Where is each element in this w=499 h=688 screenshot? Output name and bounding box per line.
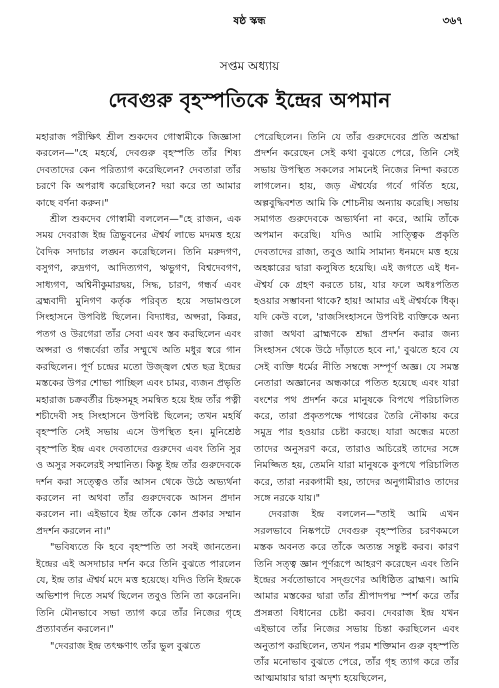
paragraph: "দেবরাজ ইন্দ্র তৎক্ষণাৎ তাঁর ভুল বুঝতে: [50, 640, 201, 652]
paragraph: "ভবিষ্যতে কি হবে বৃহস্পতি তা সবই জানতেন। ইন্দ্রের এই অসদাচার দর্শন করে তিনি বুঝতে পারলেন যে, ইন্দ্র তার ঐশ্বর্য মদে মত্ত হয়েছে। যদিও তিনি ইন্দ্রকে অভিশাপ দিতে সমর্থ ছিলেন তবুও তিনি তা করেননি। তিনি মৌনভাবে সভা ত্যাগ করে তাঁর নিজের গৃহে প্রত্যাবর্তন করলেন।": [36, 542, 241, 636]
right-column: [254, 130, 459, 685]
running-head: [0, 14, 499, 30]
paragraph: শ্রীল শুকদেব গোস্বামী বললেন—"হে রাজন, এক সময় দেবরাজ ইন্দ্র ত্রিভুবনের ঐশ্বর্য লাভে মদমত্ত হয়ে বৈদিক সদাচার লঙ্ঘন করেছিলেন। তিনি মরুদগণ, বসুগণ, রুদ্রগণ, আদিত্যগণ, ঋভুগণ, বিশ্বদেবগণ, সাধ্যগণ, অশ্বিনীকুমারদ্বয়, সিদ্ধ, চারণ, গন্ধর্ব এবং ব্রহ্মবাদী মুনিগণ কর্তৃক পরিবৃত হয়ে সভামণ্ডলে সিংহাসনে উপবিষ্ট ছিলেন। বিদ্যাধর, অপ্সরা, কিন্নর, পতগ ও উরগেরা তাঁর সেবা এবং স্তব করছিলেন এবং অপ্সরা ও গন্ধর্বেরা তাঁর সম্মুখে অতি মধুর স্বরে গান করছিলেন। পূর্ণ চন্দ্রের মতো উজ্জ্বল শ্বেত ছত্র ইন্দ্রের মস্তকের উপর শোভা পাচ্ছিল এবং চামর, ব্যজন প্রভৃতি মহারাজ চক্রবর্তীর চিহ্নসমূহ সমন্বিত হয়ে ইন্দ্র তাঁর পত্নী শচীদেবী সহ সিংহাসনে উপবিষ্ট ছিলেন; তখন মহর্ষি বৃহস্পতি সেই সভায় এসে উপস্থিত হন। মুনিশ্রেষ্ঠ বৃহস্পতি ইন্দ্র এবং দেবতাদের গুরুদেব এবং তিনি সুর ও অসুর সকলেরই সম্মানিত। কিন্তু ইন্দ্র তাঁর গুরুদেবকে দর্শন করা সত্ত্বেও তাঁর আসন থেকে উঠে অভ্যর্থনা করলেন না অথবা তাঁর গুরুদেবকে আসন প্রদান করলেন না। এইভাবে ইন্দ্র তাঁকে কোন প্রকার সম্মান প্রদর্শন করলেন না।": [36, 214, 241, 537]
running-head-chapter: ষষ্ঠ স্কন্ধ: [233, 15, 266, 27]
paragraph: মহারাজ পরীক্ষিৎ শ্রীল শুকদেব গোস্বামীকে জিজ্ঞাসা করলেন—"হে মহর্ষে, দেবগুরু বৃহস্পতি তাঁর শিষ্য দেবতাদের কেন পরিত্যাগ করেছিলেন? দেবতারা তাঁর চরণে কি অপরাধ করেছিলেন? দয়া করে তা আমার কাছে বর্ণনা করুন।": [36, 132, 241, 209]
chapter-title: দেবগুরু বৃহস্পতিকে ইন্দ্রের অপমান: [108, 88, 391, 112]
paragraph: দেবরাজ ইন্দ্র বললেন—"তাই আমি এখন সরলভাবে নিষ্কপটে দেবগুরু বৃহস্পতির চরণকমলে মস্তক অবনত করে তাঁকে অত্যন্ত সন্তুষ্ট করব। কারণ তিনি সত্ত্ব জ্ঞান পূর্ণরূপে আহরণ করেছেন এবং তিনি ইন্দ্রের সর্বতোভাবে সদ্গুণের অধিষ্ঠিত ব্রাহ্মণ। আমি আমার মস্তকের দ্বারা তাঁর শ্রীপাদপদ্ম স্পর্শ করে তাঁর প্রসন্নতা বিধানের চেষ্টা করব। দেবরাজ ইন্দ্র যখন এইভাবে তাঁর নিজের সভায় চিন্তা করছিলেন এবং অনুতাপ করছিলেন, তখন পরম শক্তিমান গুরু বৃহস্পতি তাঁর মনোভাব বুঝতে পেরে, তাঁর গৃহ ত্যাগ করে তাঁর আত্মমায়ার দ্বারা অদৃশ্য হয়েছিলেন,: [254, 509, 459, 685]
paragraph: পেরেছিলেন। তিনি যে তাঁর গুরুদেবের প্রতি অশ্রদ্ধা প্রদর্শন করেছেন সেই কথা বুঝতে পেরে, তিনি সেই সভায় উপস্থিত সকলের সামনেই নিজের নিন্দা করতে লাগলেন। হায়, জড় ঐশ্বর্যের গর্বে গর্বিত হয়ে, অল্পবুদ্ধিবশত আমি কি শোচনীয় অন্যায় করেছি। সভায় সমাগত গুরুদেবকে অভ্যর্থনা না করে, আমি তাঁকে অপমান করেছি। যদিও আমি সাত্ত্বিক প্রকৃতি দেবতাদের রাজা, তবুও আমি সামান্য ধনমদে মত্ত হয়ে অহঙ্কারের দ্বারা কলুষিত হয়েছি। এই জগতে এই ধন-ঐশ্বর্য কে গ্রহণ করতে চায়, যার ফলে অধঃপতিত হওয়ার সম্ভাবনা থাকে? হায়! আমার এই ঐশ্বর্যকে ধিক্। যদি কেউ বলে, 'রাজসিংহাসনে উপবিষ্ট ব্যক্তিকে অন্য রাজা অথবা ব্রাহ্মণকে শ্রদ্ধা প্রদর্শন করার জন্য সিংহাসন থেকে উঠে দাঁড়াতে হবে না,' বুঝতে হবে যে সেই ব্যক্তি ধর্মের নীতি সম্বন্ধে সম্পূর্ণ অজ্ঞ। যে সমস্ত নেতারা অজ্ঞানের অন্ধকারে পতিত হয়েছে এবং যারা বংশের পথ প্রদর্শন করে মানুষকে বিপথে পরিচালিত করে, তারা প্রকৃতপক্ষে পাথরের তৈরি নৌকায় করে সমুদ্র পার হওয়ার চেষ্টা করছে। যারা অন্ধের মতো তাদের অনুসরণ করে, তারাও অচিরেই তাদের সঙ্গে নিমজ্জিত হয়, তেমনি যারা মানুষকে কুপথে পরিচালিত করে, তারা নরকগামী হয়, তাদের অনুগামীরাও তাদের সঙ্গে নরকে যায়।": [254, 132, 459, 504]
page-number: ৩৬৭: [442, 15, 463, 27]
chapter-subtitle: সপ্তম অধ্যায়: [219, 59, 280, 73]
left-column: [36, 130, 241, 670]
